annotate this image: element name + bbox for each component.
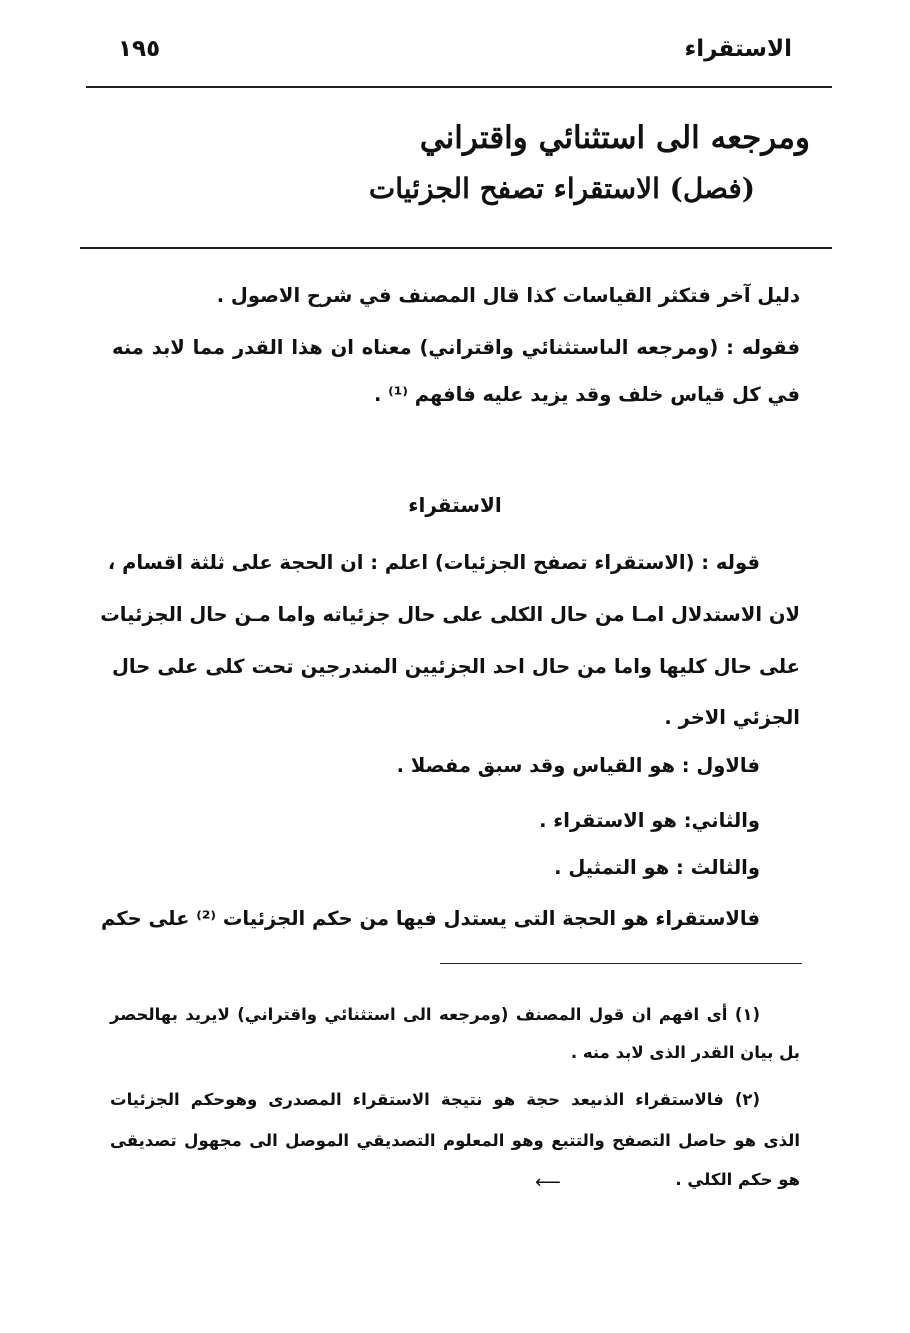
body-line: والثاني: هو الاستقراء . xyxy=(539,809,760,832)
body-line: دليل آخر فتكثر القياسات كذا قال المصنف في شرح الاصول . xyxy=(216,284,800,307)
title-rule xyxy=(80,247,832,249)
body-line: الجزئي الاخر . xyxy=(664,706,800,729)
body-line: في كل قياس خلف وقد يزيد عليه فافهم ⁽¹⁾ . xyxy=(373,383,800,406)
body-line: فالاول : هو القياس وقد سبق مفصلا . xyxy=(396,754,760,777)
body-line: على حال كليها واما من حال احد الجزئيين المندرجين تحت كلى على حال xyxy=(112,655,800,678)
footnote-rule xyxy=(440,963,802,964)
footnote-line: الذى هو حاصل التصفح والتتبع وهو المعلوم التصديقي الموصل الى مجهول تصديقى xyxy=(110,1131,800,1150)
section-heading: الاستقراء xyxy=(408,493,502,517)
body-line: قوله : (الاستقراء تصفح الجزئيات) اعلم : ان الحجة على ثلثة اقسام ، xyxy=(107,551,760,574)
page-number: ١٩٥ xyxy=(118,36,161,62)
footnote-line: هو حكم الكلي . xyxy=(675,1170,800,1189)
footnote-line: (١) أى افهم ان قول المصنف (ومرجعه الى استثنائي واقتراني) لايريد بهالحصر xyxy=(110,1005,760,1024)
body-line: فالاستقراء هو الحجة التى يستدل فيها من حكم الجزئيات ⁽²⁾ على حكم xyxy=(100,907,760,930)
footnote-line: بل بيان القدر الذى لابد منه . xyxy=(570,1043,800,1062)
sub-title: (فصل) الاستقراء تصفح الجزئيات xyxy=(368,172,755,205)
body-line: فقوله : (ومرجعه الىاستثنائي واقتراني) معناه ان هذا القدر مما لابد منه xyxy=(112,336,800,359)
body-line: والثالث : هو التمثيل . xyxy=(554,856,760,879)
footnote-line: (٢) فالاستقراء الذىيعد حجة هو نتيجة الاستقراء المصدرى وهوحكم الجزئيات xyxy=(110,1090,760,1109)
header-rule xyxy=(86,86,832,88)
continuation-arrow-icon: ⟵ xyxy=(535,1172,561,1193)
body-line: لان الاستدلال امـا من حال الكلى على حال جزئياته واما مـن حال الجزئيات xyxy=(100,603,800,626)
main-title: ومرجعه الى استثنائي واقتراني xyxy=(419,120,810,156)
running-title: الاستقراء xyxy=(684,36,792,62)
